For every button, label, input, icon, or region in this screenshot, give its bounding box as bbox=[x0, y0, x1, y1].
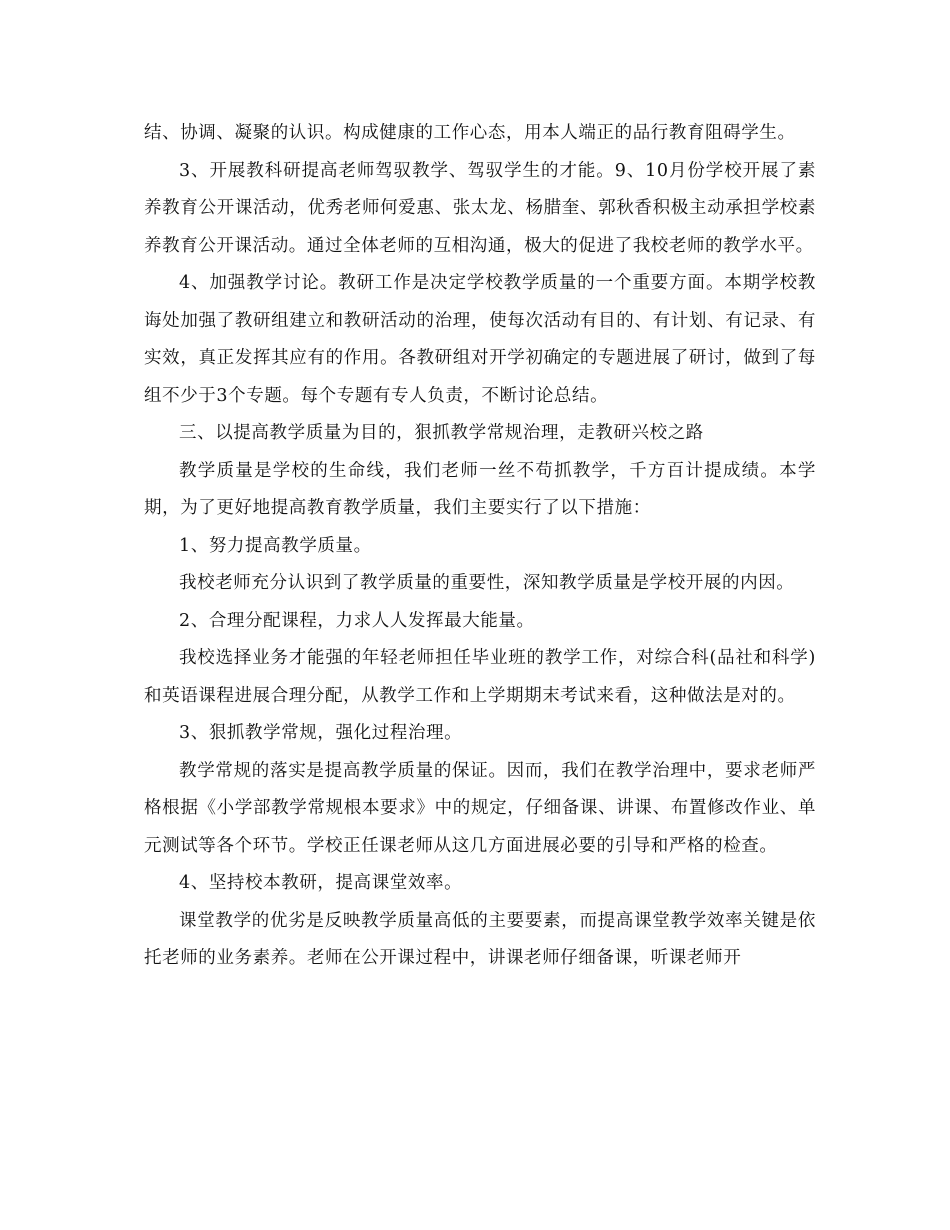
paragraph: 4、坚持校本教研，提高课堂效率。 bbox=[179, 873, 463, 893]
paragraph: 1、努力提高教学质量。 bbox=[179, 535, 372, 556]
paragraph: 我校选择业务才能强的年轻老师担任毕业班的教学工作，对综合科(品社和科学)和英语课程进展合理分配，从教学工作和上学期期末考试来看，这种做法是对的。 bbox=[144, 648, 816, 706]
paragraph: 结、协调、凝聚的认识。构成健康的工作心态，用本人端正的品行教育阻碍学生。 bbox=[144, 123, 796, 143]
paragraph: 3、开展教科研提高老师驾驭教学、驾驭学生的才能。9、10月份学校开展了素养教育公开课活动，优秀老师何爱惠、张太龙、杨腊奎、郭秋香积极主动承担学校素养教育公开课活动。通过全体老师的互相沟通，极大的促进了我校老师的教学水平。 bbox=[144, 160, 816, 256]
paragraph: 我校老师充分认识到了教学质量的重要性，深知教学质量是学校开展的内因。 bbox=[179, 573, 795, 593]
paragraph: 教学常规的落实是提高教学质量的保证。因而，我们在教学治理中，要求老师严格根据《小学部教学常规根本要求》中的规定，仔细备课、讲课、布置修改作业、单元测试等各个环节。学校正任课老师从这几方面进展必要的引导和严格的检查。 bbox=[144, 760, 816, 856]
paragraph: 教学质量是学校的生命线，我们老师一丝不苟抓教学，千方百计提成绩。本学期，为了更好地提高教育教学质量，我们主要实行了以下措施： bbox=[144, 460, 816, 518]
paragraph: 2、合理分配课程，力求人人发挥最大能量。 bbox=[179, 610, 535, 631]
paragraph: 3、狠抓教学常规，强化过程治理。 bbox=[179, 723, 463, 743]
section-heading: 三、以提高教学质量为目的，狠抓教学常规治理，走教研兴校之路 bbox=[179, 423, 704, 443]
paragraph: 课堂教学的优劣是反映教学质量高低的主要要素，而提高课堂教学效率关键是依托老师的业务素养。老师在公开课过程中，讲课老师仔细备课，听课老师开 bbox=[144, 910, 816, 968]
paragraph: 4、加强教学讨论。教研工作是决定学校教学质量的一个重要方面。本期学校教诲处加强了教研组建立和教研活动的治理，使每次活动有目的、有计划、有记录、有实效，真正发挥其应有的作用。各教研组对开学初确定的专题进展了研讨，做到了每组不少于3个专题。每个专题有专人负责，不断讨论总结。 bbox=[144, 273, 816, 406]
document-body bbox=[144, 115, 816, 978]
